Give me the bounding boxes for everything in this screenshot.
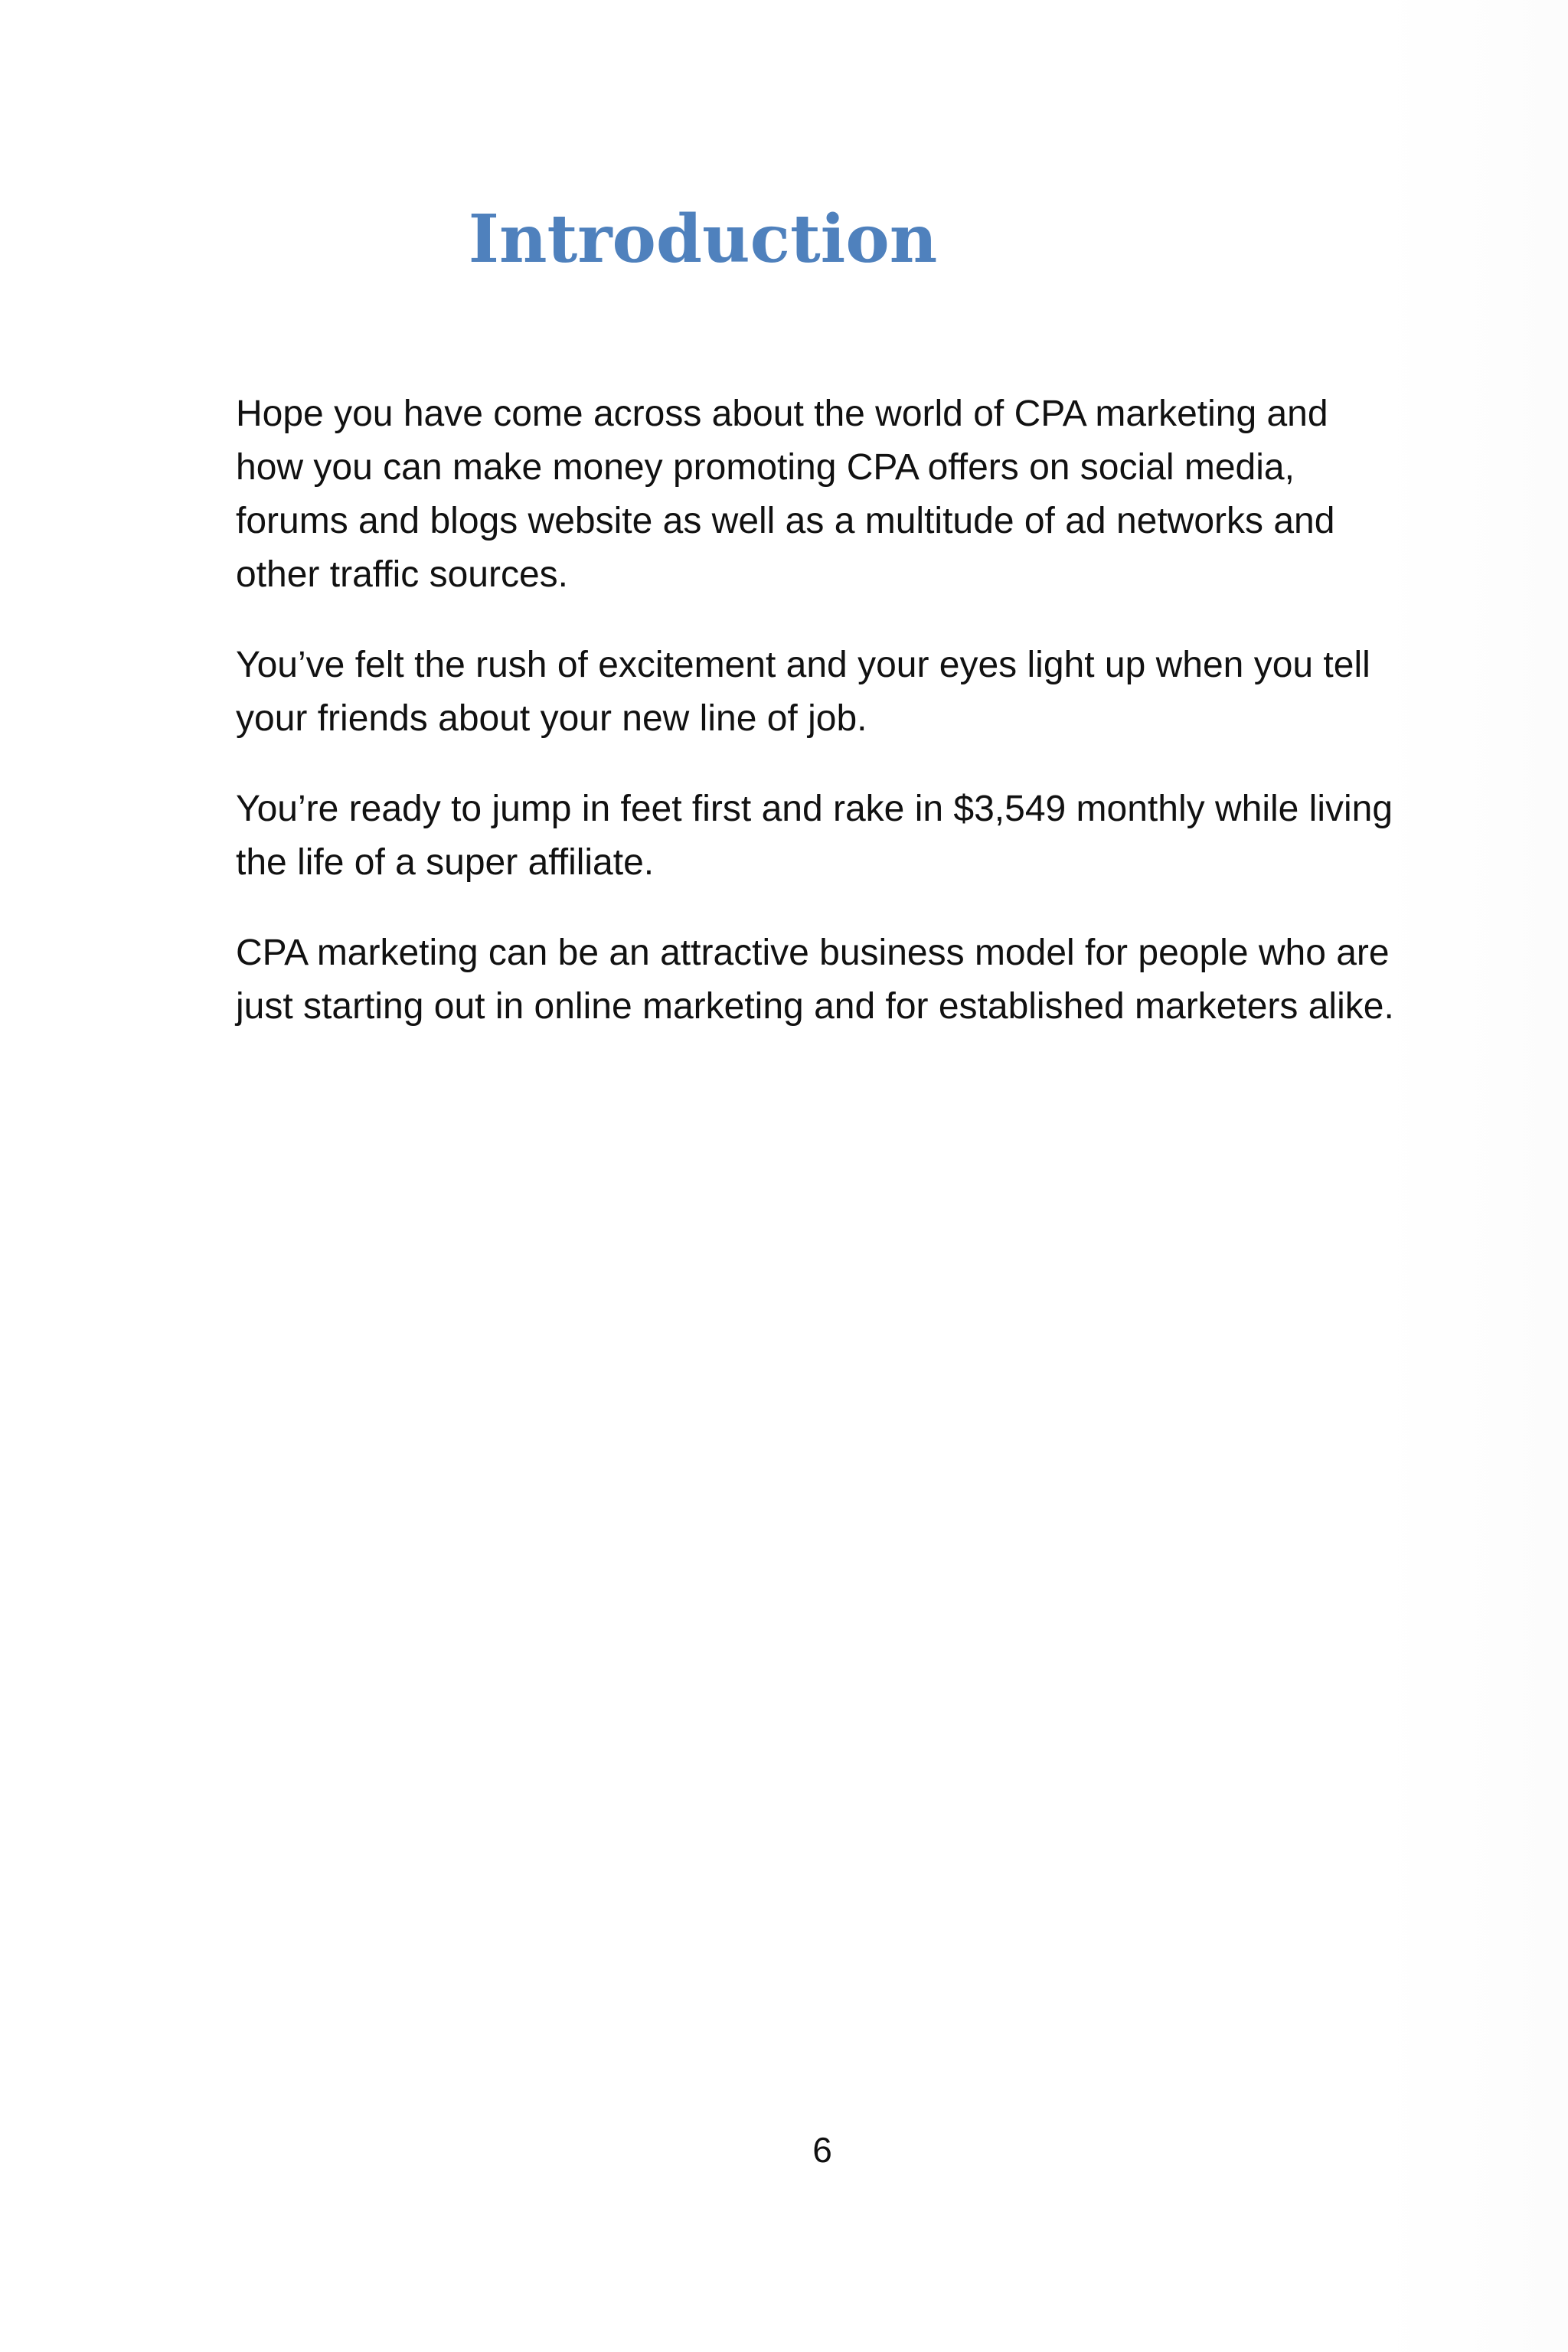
page-number: 6 [812, 2130, 832, 2170]
paragraph-4: CPA marketing can be an attractive business model for people who are just starting out in online marketing and for established marketers alike. [236, 933, 1394, 1027]
body-text [236, 387, 1400, 1070]
page-title: Introduction [468, 201, 938, 278]
paragraph-1: Hope you have come across about the world of CPA marketing and how you can make money promoting CPA offers on social media, forums and blogs website as well as a multitude of ad networks and other traffic sources. [236, 394, 1335, 595]
paragraph-2: You’ve felt the rush of excitement and your eyes light up when you tell your friends about your new line of job. [236, 645, 1370, 739]
paragraph-3: You’re ready to jump in feet first and rake in $3,549 monthly while living the life of a super affiliate. [236, 789, 1393, 883]
